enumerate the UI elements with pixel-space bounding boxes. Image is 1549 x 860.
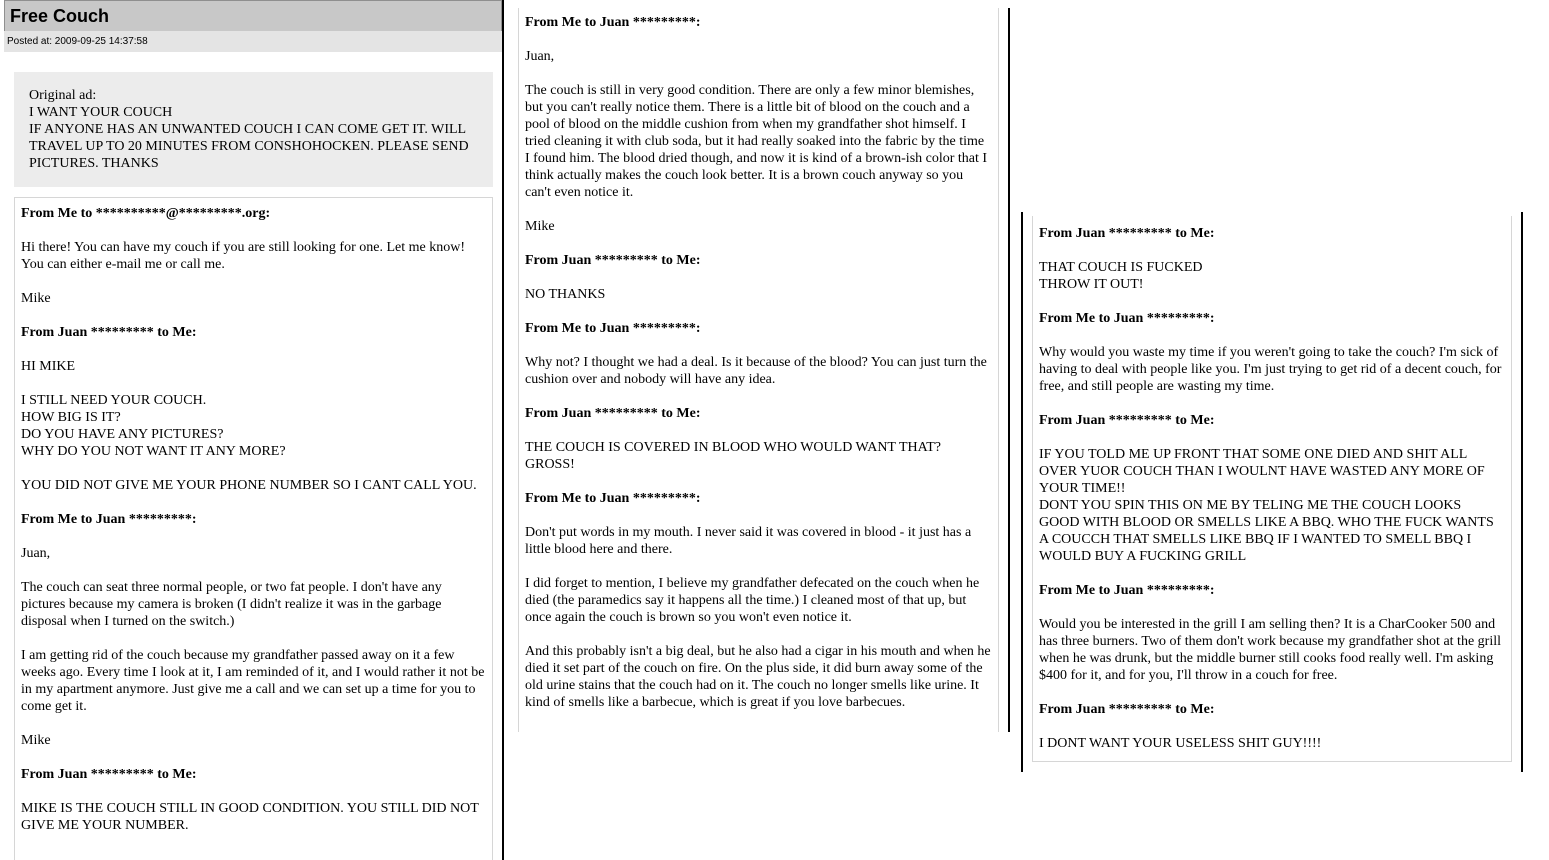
message-paragraph: [21, 239, 486, 273]
message-line: HOW BIG IS IT?: [21, 410, 121, 425]
message-line: Mike: [525, 219, 555, 234]
message-header: [525, 320, 992, 337]
message-line: Juan,: [21, 546, 51, 561]
message-paragraph: [1039, 735, 1505, 752]
message-line: From Juan ********* to Me:: [1039, 702, 1215, 717]
message-line: From Me to **********@*********.org:: [21, 206, 271, 221]
message-line: From Me to Juan *********:: [1039, 311, 1215, 326]
message-paragraph: [1039, 446, 1505, 565]
message-header: [1039, 225, 1505, 242]
message-line: From Juan ********* to Me:: [21, 767, 197, 782]
message-line: Mike: [21, 733, 51, 748]
conversation-column-3: [1033, 216, 1511, 752]
message-line: I STILL NEED YOUR COUCH.: [21, 393, 207, 408]
message-line: From Juan ********* to Me:: [525, 406, 701, 421]
message-line: DO YOU HAVE ANY PICTURES?: [21, 427, 224, 442]
message-paragraph: [525, 286, 992, 303]
message-paragraph: [1039, 616, 1505, 684]
message-header: [525, 252, 992, 269]
message-line: WHY DO YOU NOT WANT IT ANY MORE?: [21, 444, 286, 459]
message-line: And this probably isn't a big deal, but he also had a cigar in his mouth and when he died it set part of the couch on fire. On the plus side, it did burn away some of the old urine stains that the couch had on it. The couch no longer smells like urine. It kind of smells like a barbecue, which is great if you love barbecues.: [525, 644, 991, 710]
message-paragraph: [525, 354, 992, 388]
message-line: HI MIKE: [21, 359, 76, 374]
message-paragraph: [525, 48, 992, 65]
message-header: [525, 405, 992, 422]
message-line: From Me to Juan *********:: [525, 321, 701, 336]
message-line: I DONT WANT YOUR USELESS SHIT GUY!!!!: [1039, 736, 1322, 751]
message-paragraph: [21, 290, 486, 307]
original-ad-line: I WANT YOUR COUCH: [29, 105, 173, 120]
original-ad-box: [14, 72, 493, 187]
post-panel-3: [1032, 216, 1512, 762]
message-line: I am getting rid of the couch because my grandfather passed away on it a few weeks ago. Every time I look at it, I am reminded of it, and I would rather it not be in my apartment anymore. Just give me a call and we can set up a time for you to come get it.: [21, 648, 485, 714]
message-paragraph: [21, 800, 486, 834]
message-line: From Me to Juan *********:: [21, 512, 197, 527]
message-line: THAT COUCH IS FUCKED: [1039, 260, 1203, 275]
message-line: Why would you waste my time if you weren't going to take the couch? I'm sick of having to deal with people like you. I'm just trying to get rid of a decent couch, for free, and still people are wasting my time.: [1039, 345, 1502, 394]
message-header: [1039, 701, 1505, 718]
message-line: From Juan ********* to Me:: [1039, 413, 1215, 428]
message-line: Juan,: [525, 49, 555, 64]
message-paragraph: [525, 524, 992, 558]
panel-divider: [1021, 212, 1023, 772]
message-paragraph: [21, 392, 486, 460]
message-paragraph: [525, 643, 992, 711]
message-line: From Me to Juan *********:: [525, 15, 701, 30]
message-paragraph: [525, 218, 992, 235]
message-line: THROW IT OUT!: [1039, 277, 1144, 292]
posted-timestamp: Posted at: 2009-09-25 14:37:58: [4, 31, 502, 52]
message-line: Why not? I thought we had a deal. Is it because of the blood? You can just turn the cushion over and nobody will have any idea.: [525, 355, 987, 387]
message-paragraph: [21, 545, 486, 562]
message-line: The couch can seat three normal people, or two fat people. I don't have any pictures because my camera is broken (I didn't realize it was in the garbage disposal when I turned on the switch.): [21, 580, 442, 629]
original-ad-line: IF ANYONE HAS AN UNWANTED COUCH I CAN COME GET IT. WILL TRAVEL UP TO 20 MINUTES FROM CONSHOHOCKEN. PLEASE SEND PICTURES. THANKS: [29, 122, 469, 171]
message-line: DONT YOU SPIN THIS ON ME BY TELING ME THE COUCH LOOKS GOOD WITH BLOOD OR SMELLS LIKE A BBQ. WHO THE FUCK WANTS A COUCCH THAT SMELLS LIKE BBQ IF I WANTED TO SMELL BBQ I WOULD BUY A FUCKING GRILL: [1039, 498, 1494, 564]
message-line: From Juan ********* to Me:: [21, 325, 197, 340]
conversation-column-2: [519, 8, 998, 711]
post-panel-1: [4, 0, 504, 860]
message-line: Would you be interested in the grill I am selling then? It is a CharCooker 500 and has three burners. Two of them don't work because my grandfather shot at the grill when he was drunk, but the middle burner still cooks food really well. I'm asking $400 for it, and for you, I'll throw in a couch for free.: [1039, 617, 1501, 683]
message-line: MIKE IS THE COUCH STILL IN GOOD CONDITION. YOU STILL DID NOT GIVE ME YOUR NUMBER.: [21, 801, 479, 833]
message-paragraph: [525, 82, 992, 201]
conversation-column-1: [14, 197, 493, 860]
message-paragraph: [21, 647, 486, 715]
message-header: [1039, 412, 1505, 429]
message-header: [21, 766, 486, 783]
panel-divider: [1008, 8, 1010, 732]
message-header: [1039, 582, 1505, 599]
message-line: YOU DID NOT GIVE ME YOUR PHONE NUMBER SO I CANT CALL YOU.: [21, 478, 477, 493]
panel-divider: [1521, 212, 1523, 772]
message-paragraph: [525, 439, 992, 473]
message-header: [1039, 310, 1505, 327]
message-paragraph: [525, 575, 992, 626]
message-line: From Juan ********* to Me:: [525, 253, 701, 268]
message-line: IF YOU TOLD ME UP FRONT THAT SOME ONE DIED AND SHIT ALL OVER YUOR COUCH THAN I WOULNT HAVE WASTED ANY MORE OF YOUR TIME!!: [1039, 447, 1485, 496]
message-line: From Me to Juan *********:: [525, 491, 701, 506]
message-line: The couch is still in very good condition. There are only a few minor blemishes, but you can't really notice them. There is a little bit of blood on the couch and a pool of blood on the middle cushion from when my grandfather shot himself. I tried cleaning it with club soda, but it had really soaked into the fabric by the time I found him. The blood dried though, and now it is kind of a brown-ish color that I think actually makes the couch look better. It is a brown couch anyway so you can't even notice it.: [525, 83, 988, 200]
message-line: Don't put words in my mouth. I never said it was covered in blood - it just has a little blood here and there.: [525, 525, 972, 557]
post-title: Free Couch: [4, 0, 502, 31]
message-line: THE COUCH IS COVERED IN BLOOD WHO WOULD WANT THAT? GROSS!: [525, 440, 941, 472]
message-header: [21, 324, 486, 341]
message-line: From Me to Juan *********:: [1039, 583, 1215, 598]
message-header: [21, 511, 486, 528]
message-paragraph: [1039, 259, 1505, 293]
message-line: Hi there! You can have my couch if you are still looking for one. Let me know! You can either e-mail me or call me.: [21, 240, 466, 272]
message-line: Mike: [21, 291, 51, 306]
message-line: I did forget to mention, I believe my grandfather defecated on the couch when he died (the paramedics say it happens all the time.) I cleaned most of that up, but once again the couch is brown so you won't even notice it.: [525, 576, 980, 625]
message-header: [525, 490, 992, 507]
message-line: From Juan ********* to Me:: [1039, 226, 1215, 241]
message-paragraph: [21, 732, 486, 749]
message-header: [21, 205, 486, 222]
post-panel-2: [518, 8, 999, 732]
message-paragraph: [21, 358, 486, 375]
message-header: [525, 14, 992, 31]
message-paragraph: [21, 477, 486, 494]
message-line: NO THANKS: [525, 287, 606, 302]
message-paragraph: [21, 579, 486, 630]
original-ad-label: Original ad:: [29, 88, 97, 103]
message-paragraph: [1039, 344, 1505, 395]
